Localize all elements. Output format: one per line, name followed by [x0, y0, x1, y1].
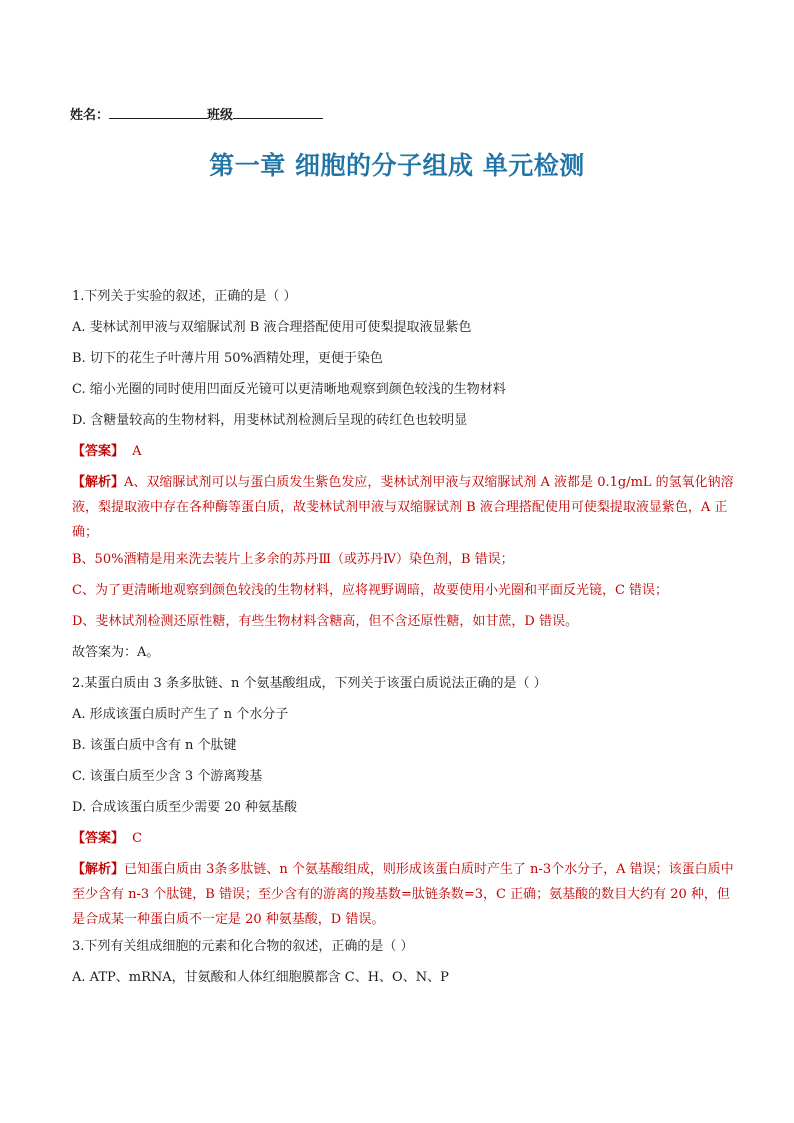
class-label: 班级 [207, 108, 234, 123]
answer-tag: 【答案】 [72, 444, 125, 459]
q2-stem: 2.某蛋白质由 3 条多肽链、n 个氨基酸组成，下列关于该蛋白质说法正确的是（ ） [72, 676, 547, 691]
q2-option-d: D. 合成该蛋白质至少需要 20 种氨基酸 [72, 800, 298, 815]
analysis-tag: 【解析】 [72, 475, 125, 490]
q1-option-b: B. 切下的花生子叶薄片用 50%酒精处理，更便于染色 [72, 351, 383, 366]
q1-analysis-c: C、为了更清晰地观察到颜色较浅的生物材料，应将视野调暗，故要使用小光圈和平面反光镜，C 错误； [72, 583, 669, 598]
student-info-line [70, 104, 323, 123]
analysis-tag: 【解析】 [72, 862, 125, 877]
name-label: 姓名： [70, 108, 110, 123]
q1-option-c: C. 缩小光圈的同时使用凹面反光镜可以更清晰地观察到颜色较浅的生物材料 [72, 382, 506, 397]
q1-analysis-a [72, 470, 736, 545]
answer-value: A [132, 444, 142, 459]
answer-value: C [132, 831, 143, 846]
q2-option-c: C. 该蛋白质至少含 3 个游离羧基 [72, 769, 263, 784]
q1-option-a: A. 斐林试剂甲液与双缩脲试剂 B 液合理搭配使用可使梨提取液显紫色 [72, 320, 472, 335]
answer-tag: 【答案】 [72, 831, 125, 846]
question-content [72, 288, 736, 1000]
q1-option-d: D. 含糖量较高的生物材料，用斐林试剂检测后呈现的砖红色也较明显 [72, 413, 468, 428]
q2-analysis [72, 857, 736, 932]
name-blank[interactable] [109, 106, 207, 119]
q3-stem: 3.下列有关组成细胞的元素和化合物的叙述，正确的是（ ） [72, 939, 414, 954]
analysis-text: 已知蛋白质由 3条多肽链、n 个氨基酸组成，则形成该蛋白质时产生了 n-3个水分子，A 错误；该蛋白质中至少含有 n-3 个肽键，B 错误；至少含有的游离的羧基数=肽链条数=3，C 正确；氨基酸的数目大约有 20 种，但是合成某一种蛋白质不一定是 20 种氨基酸，D 错误。 [72, 862, 734, 927]
page-title: 第一章 细胞的分子组成 单元检测 [209, 151, 585, 180]
q2-option-a: A. 形成该蛋白质时产生了 n 个水分子 [72, 707, 289, 722]
q1-stem: 1.下列关于实验的叙述，正确的是（ ） [72, 289, 297, 304]
analysis-text: A、双缩脲试剂可以与蛋白质发生紫色发应，斐林试剂甲液与双缩脲试剂 A 液都是 0.1g/mL 的氢氧化钠溶液，梨提取液中存在各种酶等蛋白质，故斐林试剂甲液与双缩脲试剂 B 液合理搭配使用可使梨提取液显紫色，A 正确； [72, 475, 734, 540]
q1-conclusion: 故答案为：A。 [72, 645, 160, 660]
q3-option-a: A. ATP、mRNA，甘氨酸和人体红细胞膜都含 C、H、O、N、P [72, 970, 449, 985]
q2-option-b: B. 该蛋白质中含有 n 个肽键 [72, 738, 237, 753]
q1-analysis-b: B、50%酒精是用来洗去装片上多余的苏丹Ⅲ（或苏丹Ⅳ）染色剂，B 错误； [72, 552, 514, 567]
q1-analysis-d: D、斐林试剂检测还原性糖，有些生物材料含糖高，但不含还原性糖，如甘蔗，D 错误。 [72, 614, 578, 629]
class-blank[interactable] [233, 106, 323, 119]
